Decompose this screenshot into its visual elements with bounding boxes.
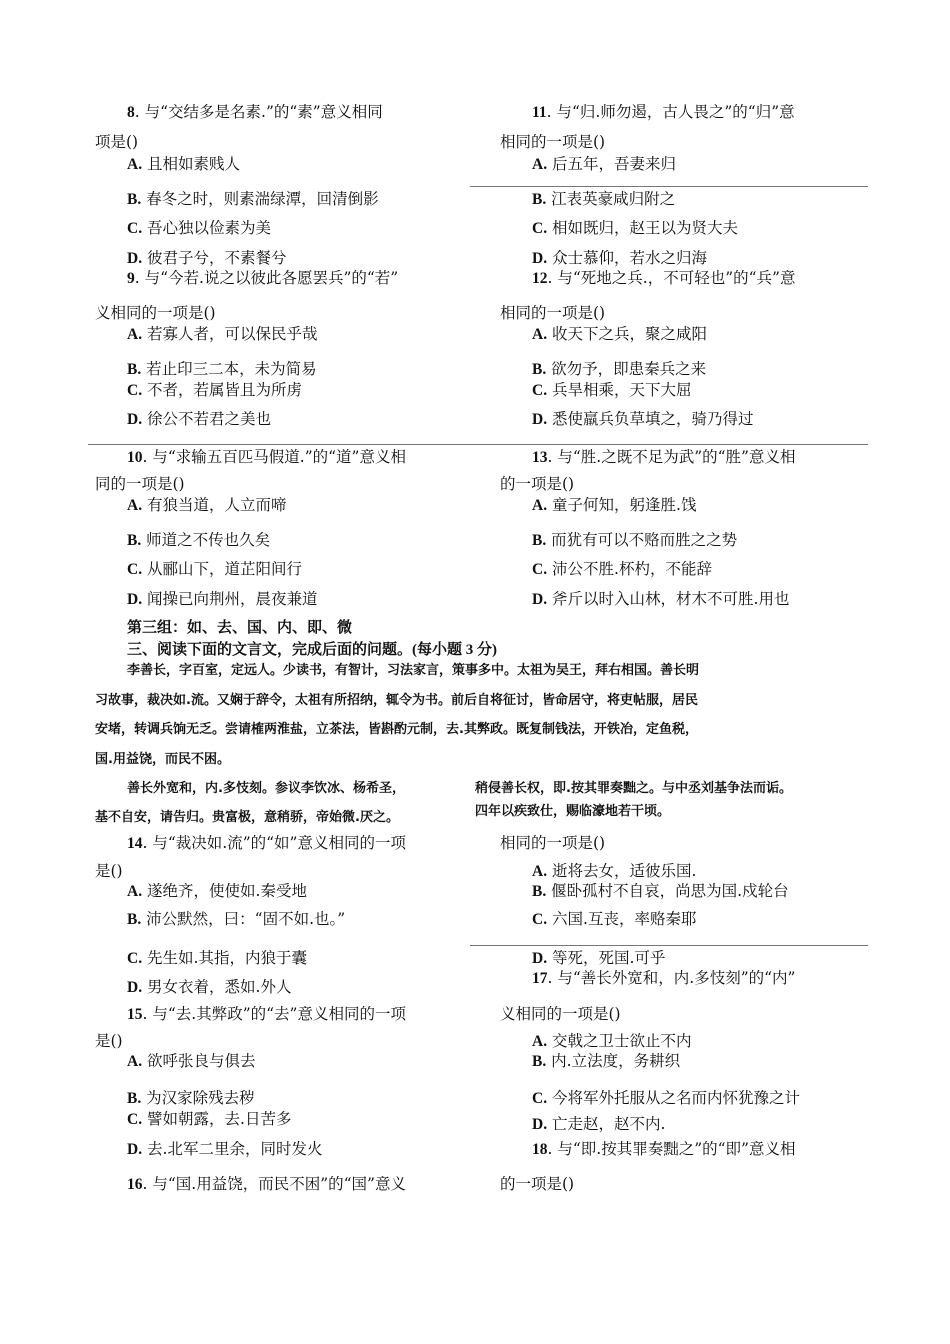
- group-heading: 第三组：如、去、国、内、即、微: [127, 618, 353, 636]
- question-16-option-a: A. 逝将去女，适彼乐国.: [532, 862, 697, 880]
- question-14-stem: 14. 与“裁决如.流”的“如”意义相同的一项: [127, 834, 406, 852]
- question-17-option-a: A. 交戟之卫士欲止不内: [532, 1032, 692, 1050]
- question-14-option-c: C. 先生如.其指，内狼于囊: [127, 949, 307, 967]
- question-16-stem: 16. 与“国.用益饶，而民不困”的“国”意义: [127, 1175, 406, 1193]
- question-12-option-b: B. 欲勿予，即患秦兵之来: [532, 360, 707, 378]
- question-9-stem-cont: 义相同的一项是(): [95, 304, 216, 322]
- passage-line-3: 安堵，转调兵饷无乏。尝请榷两淮盐，立茶法，皆斟酌元制，去.其弊政。既复制钱法，开铁冶，定鱼税，: [95, 722, 698, 737]
- question-10-option-c: C. 从郦山下，道芷阳间行: [127, 560, 303, 578]
- question-17-option-b: B. 内.立法度，务耕织: [532, 1052, 681, 1070]
- divider-line: [470, 945, 868, 946]
- question-16-option-d: D. 等死，死国.可乎: [532, 949, 666, 967]
- divider-line: [88, 444, 468, 445]
- question-13-option-b: B. 而犹有可以不赂而胜之之势: [532, 531, 738, 549]
- divider-line: [470, 186, 868, 187]
- question-10-stem-cont: 同的一项是(): [95, 475, 185, 493]
- question-15-stem: 15. 与“去.其弊政”的“去”意义相同的一项: [127, 1005, 406, 1023]
- question-15-stem-cont: 是(): [95, 1032, 123, 1050]
- question-14-option-b: B. 沛公默然，曰：“固不如.也。”: [127, 910, 346, 928]
- question-12-stem-cont: 相同的一项是(): [500, 304, 606, 322]
- question-14-stem-cont: 是(): [95, 862, 123, 880]
- question-14-option-a: A. 遂绝齐，使使如.秦受地: [127, 882, 307, 900]
- question-11-option-a: A. 后五年，吾妻来归: [532, 155, 677, 173]
- passage-line-2: 习故事，裁决如.流。又娴于辞令，太祖有所招纳，辄令为书。前后自将征讨，皆命居守，将吏帖服，居民: [95, 693, 698, 708]
- question-15-option-b: B. 为汉家除残去秽: [127, 1089, 255, 1107]
- question-17-stem-cont: 义相同的一项是(): [500, 1005, 621, 1023]
- question-18-stem-cont: 的一项是(): [500, 1175, 575, 1193]
- question-13-option-d: D. 斧斤以时入山林，材木不可胜.用也: [532, 590, 790, 608]
- question-13-option-a: A. 童子何知，躬逢胜.饯: [532, 496, 697, 514]
- passage-line-4: 国.用益饶，而民不困。: [95, 752, 230, 767]
- question-8-option-c: C. 吾心独以俭素为美: [127, 219, 272, 237]
- question-13-stem-cont: 的一项是(): [500, 475, 575, 493]
- passage-line-5-left: 善长外宽和，内.多忮刻。参议李饮冰、杨希圣，: [127, 781, 405, 796]
- question-11-option-d: D. 众士慕仰，若水之归海: [532, 249, 708, 267]
- question-9-option-b: B. 若止印三二本，未为简易: [127, 360, 317, 378]
- question-10-option-b: B. 师道之不传也久矣: [127, 531, 271, 549]
- passage-line-1: 李善长，字百室，定远人。少读书，有智计，习法家言，策事多中。太祖为吴王，拜右相国。善长明: [127, 663, 700, 678]
- passage-line-5-right: 稍侵善长权，即.按其罪奏黜之。与中丞刘基争法而诟。: [475, 781, 792, 796]
- question-11-stem: 11. 与“归.师勿遏，古人畏之”的“归”意: [532, 103, 795, 121]
- question-12-option-a: A. 收天下之兵，聚之咸阳: [532, 325, 708, 343]
- question-17-stem: 17. 与“善长外宽和，内.多忮刻”的“内”: [532, 969, 796, 987]
- question-15-option-a: A. 欲呼张良与俱去: [127, 1052, 256, 1070]
- passage-line-6-left: 基不自安，请告归。贵富极，意稍骄，帝始微.厌之。: [95, 810, 399, 825]
- section-heading: 三、阅读下面的文言文，完成后面的问题。(每小题 3 分): [127, 640, 498, 658]
- question-10-stem: 10. 与“求输五百匹马假道.”的“道”意义相: [127, 448, 406, 466]
- question-9-option-d: D. 徐公不若君之美也: [127, 410, 272, 428]
- question-10-option-a: A. 有狼当道，人立而啼: [127, 496, 287, 514]
- question-9-option-a: A. 若寡人者，可以保民乎哉: [127, 325, 318, 343]
- question-16-option-b: B. 偃卧孤村不自哀，尚思为国.戍轮台: [532, 882, 789, 900]
- question-12-option-d: D. 悉使羸兵负草填之，骑乃得过: [532, 410, 754, 428]
- question-13-stem: 13. 与“胜.之既不足为武”的“胜”意义相: [532, 448, 796, 466]
- question-8-option-a: A. 且相如素贱人: [127, 155, 241, 173]
- passage-line-6-right: 四年以疾致仕，赐临濠地若干顷。: [475, 804, 671, 819]
- question-8-option-d: D. 彼君子兮，不素餐兮: [127, 249, 287, 267]
- question-8-stem-cont: 项是(): [95, 133, 139, 151]
- question-18-stem: 18. 与“即.按其罪奏黜之”的“即”意义相: [532, 1140, 796, 1158]
- question-9-option-c: C. 不者，若属皆且为所虏: [127, 381, 303, 399]
- question-10-option-d: D. 闻操已向荆州，晨夜兼道: [127, 590, 318, 608]
- question-12-option-c: C. 兵旱相乘，天下大屈: [532, 381, 692, 399]
- question-15-option-d: D. 去.北军二里余，同时发火: [127, 1140, 323, 1158]
- question-13-option-c: C. 沛公不胜.杯杓，不能辞: [532, 560, 712, 578]
- question-15-option-c: C. 譬如朝露，去.日苦多: [127, 1110, 292, 1128]
- question-8-option-b: B. 春冬之时，则素湍绿潭，回清倒影: [127, 190, 379, 208]
- question-9-stem: 9. 与“今若.说之以彼此各愿罢兵”的“若”: [127, 269, 399, 287]
- question-17-option-c: C. 今将军外托服从之名而内怀犹豫之计: [532, 1089, 801, 1107]
- question-17-option-d: D. 亡走赵，赵不内.: [532, 1115, 666, 1133]
- question-16-option-c: C. 六国.互丧，率赂秦耶: [532, 910, 697, 928]
- question-11-option-b: B. 江表英豪咸归附之: [532, 190, 676, 208]
- question-14-option-d: D. 男女衣着，悉如.外人: [127, 978, 292, 996]
- question-11-stem-cont: 相同的一项是(): [500, 133, 606, 151]
- question-11-option-c: C. 相如既归，赵王以为贤大夫: [532, 219, 739, 237]
- question-8-stem: 8. 与“交结多是名素.”的“素”意义相同: [127, 103, 383, 121]
- question-16-stem-cont: 相同的一项是(): [500, 834, 606, 852]
- divider-line: [468, 444, 868, 445]
- question-12-stem: 12. 与“死地之兵.，不可轻也”的“兵”意: [532, 269, 796, 287]
